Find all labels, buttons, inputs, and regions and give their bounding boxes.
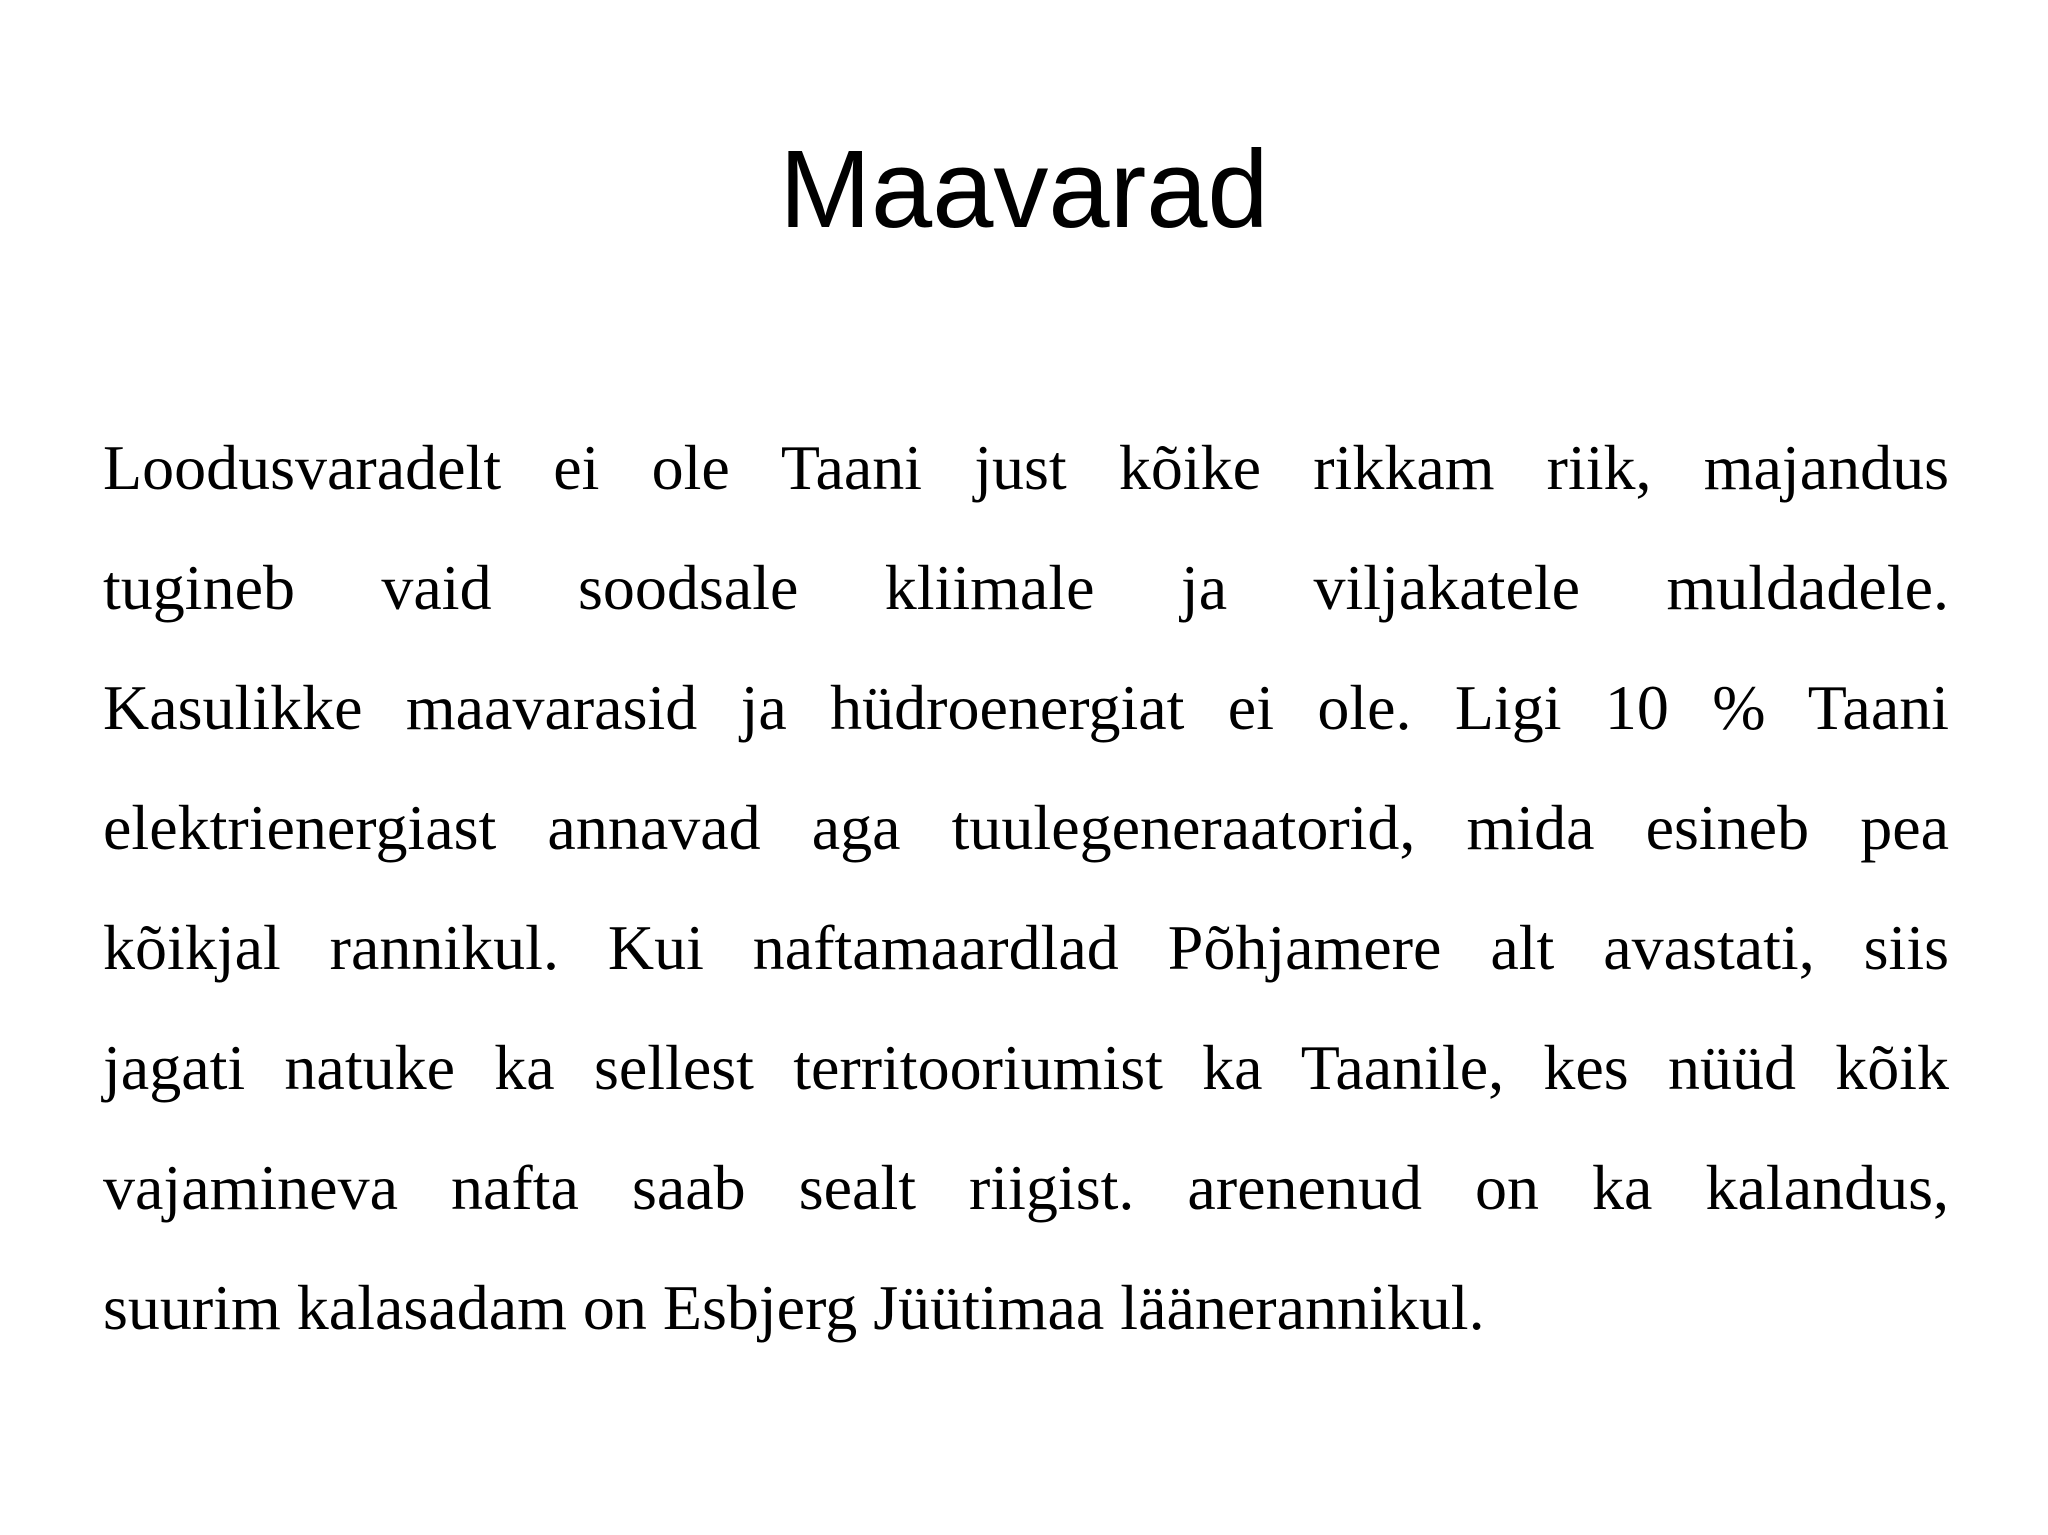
body-line: kõikjal rannikul. Kui naftamaardlad Põhjamere alt avastati, siis — [103, 912, 1949, 983]
body-line: vajamineva nafta saab sealt riigist. arenenud on ka kalandus, — [103, 1152, 1949, 1223]
body-line: Loodusvaradelt ei ole Taani just kõike rikkam riik, majandus — [103, 432, 1949, 503]
slide-title: Maavarad — [779, 128, 1269, 251]
body-line: Kasulikke maavarasid ja hüdroenergiat ei ole. Ligi 10 % Taani — [103, 672, 1949, 743]
body-line: elektrienergiast annavad aga tuulegeneraatorid, mida esineb pea — [103, 792, 1949, 863]
slide-body-paragraph — [103, 408, 1949, 1368]
body-line: suurim kalasadam on Esbjerg Jüütimaa läänerannikul. — [103, 1272, 1485, 1343]
body-line: jagati natuke ka sellest territooriumist ka Taanile, kes nüüd kõik — [103, 1032, 1949, 1103]
body-line: tugineb vaid soodsale kliimale ja viljakatele muldadele. — [103, 552, 1949, 623]
